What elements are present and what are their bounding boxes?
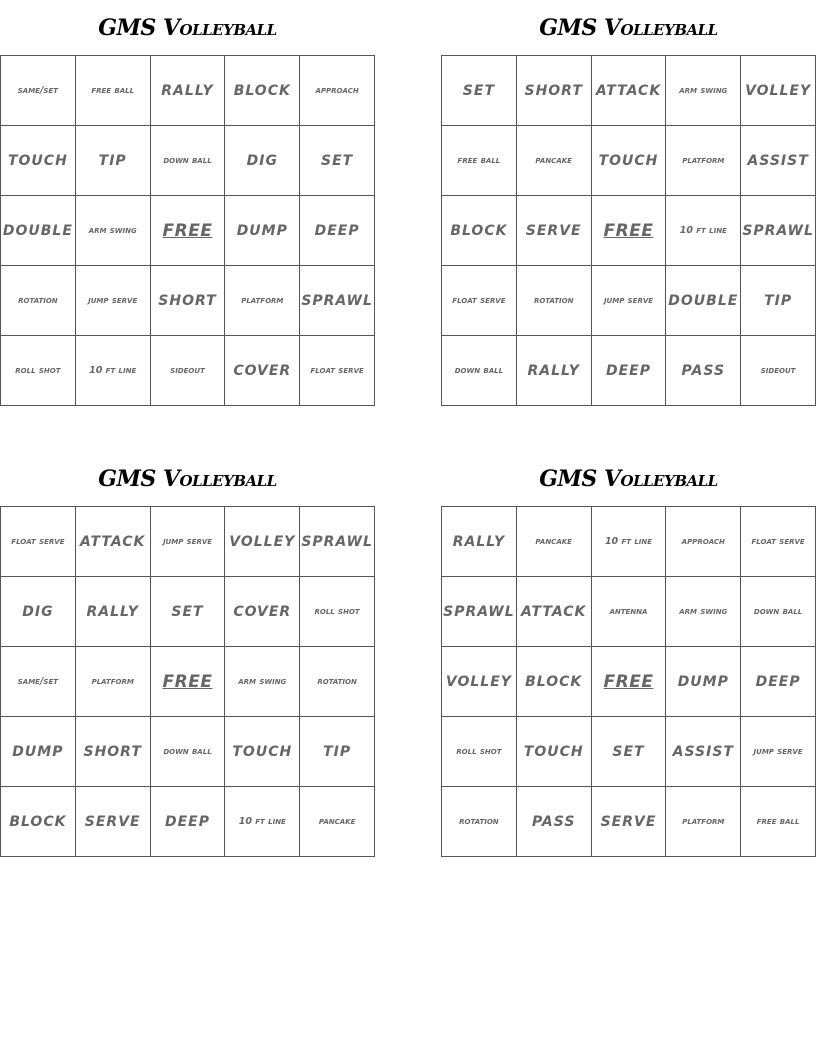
bingo-cell: arm swing (666, 577, 741, 647)
bingo-cell: sideout (150, 336, 225, 406)
bingo-cell: arm swing (225, 647, 300, 717)
bingo-cell: sideout (741, 336, 816, 406)
bingo-cell: SERVE (591, 787, 666, 857)
grid-row (1, 787, 375, 857)
bingo-cell: VOLLEY (225, 507, 300, 577)
bingo-cell: PASS (516, 787, 591, 857)
bingo-cell: DEEP (150, 787, 225, 857)
grid-row (442, 647, 816, 717)
bingo-cell: jump serve (591, 266, 666, 336)
bingo-cell: roll shot (300, 577, 375, 647)
grid-row (1, 266, 375, 336)
bingo-cell: DUMP (1, 717, 76, 787)
grid-row (442, 266, 816, 336)
bingo-cell: arm swing (75, 196, 150, 266)
bingo-cell: DOUBLE (1, 196, 76, 266)
bingo-cell: DUMP (666, 647, 741, 717)
bingo-cell: COVER (225, 577, 300, 647)
grid-row (1, 717, 375, 787)
bingo-cell: roll shot (1, 336, 76, 406)
bingo-cell: antenna (591, 577, 666, 647)
bingo-cell: float serve (1, 507, 76, 577)
grid-row (442, 507, 816, 577)
bingo-cell: platform (666, 787, 741, 857)
bingo-cell: DUMP (225, 196, 300, 266)
bingo-cell: jump serve (150, 507, 225, 577)
free-space-cell: FREE (591, 647, 666, 717)
grid-row (1, 56, 375, 126)
bingo-cell: DEEP (741, 647, 816, 717)
bingo-cell: same/set (1, 647, 76, 717)
bingo-cell: DIG (1, 577, 76, 647)
bingo-cell: float serve (442, 266, 517, 336)
bingo-cell: approach (300, 56, 375, 126)
bingo-cell: arm swing (666, 56, 741, 126)
bingo-cell: roll shot (442, 717, 517, 787)
bingo-cell: SPRAWL (300, 266, 375, 336)
bingo-cell: down ball (150, 717, 225, 787)
bingo-cell: DEEP (591, 336, 666, 406)
bingo-cell: RALLY (442, 507, 517, 577)
grid-row (442, 196, 816, 266)
free-space-cell: FREE (150, 196, 225, 266)
bingo-cell: SET (150, 577, 225, 647)
grid-row (442, 717, 816, 787)
bingo-cell: TIP (741, 266, 816, 336)
bingo-cell: down ball (150, 126, 225, 196)
bingo-cell: BLOCK (516, 647, 591, 717)
bingo-cell: float serve (300, 336, 375, 406)
bingo-cell: BLOCK (1, 787, 76, 857)
bingo-cell: SERVE (516, 196, 591, 266)
bingo-cell: SPRAWL (741, 196, 816, 266)
grid-row (1, 507, 375, 577)
bingo-cell: 10 ft line (225, 787, 300, 857)
bingo-cell: float serve (741, 507, 816, 577)
bingo-grid (441, 506, 816, 857)
grid-row (442, 577, 816, 647)
bingo-cell: down ball (741, 577, 816, 647)
bingo-cell: ATTACK (75, 507, 150, 577)
bingo-cell: platform (225, 266, 300, 336)
bingo-cell: down ball (442, 336, 517, 406)
bingo-card-2 (441, 0, 816, 406)
bingo-cell: PASS (666, 336, 741, 406)
bingo-cell: free ball (75, 56, 150, 126)
bingo-cell: platform (666, 126, 741, 196)
bingo-cell: rotation (1, 266, 76, 336)
bingo-cell: SET (300, 126, 375, 196)
bingo-cell: TOUCH (1, 126, 76, 196)
bingo-cell: RALLY (150, 56, 225, 126)
bingo-cell: SET (442, 56, 517, 126)
grid-row (1, 126, 375, 196)
free-space-cell: FREE (150, 647, 225, 717)
bingo-cell: SHORT (75, 717, 150, 787)
grid-row (1, 196, 375, 266)
card-title: GMS Volleyball (98, 15, 277, 41)
grid-row (1, 577, 375, 647)
bingo-cell: BLOCK (225, 56, 300, 126)
bingo-cell: TIP (75, 126, 150, 196)
bingo-cell: BLOCK (442, 196, 517, 266)
bingo-cell: pancake (516, 507, 591, 577)
bingo-cell: rotation (516, 266, 591, 336)
bingo-cell: DIG (225, 126, 300, 196)
bingo-cell: 10 ft line (75, 336, 150, 406)
bingo-cell: jump serve (741, 717, 816, 787)
bingo-cell: ATTACK (516, 577, 591, 647)
bingo-cell: COVER (225, 336, 300, 406)
bingo-cell: rotation (442, 787, 517, 857)
bingo-cell: SHORT (516, 56, 591, 126)
bingo-cell: rotation (300, 647, 375, 717)
bingo-cell: free ball (442, 126, 517, 196)
bingo-cell: SET (591, 717, 666, 787)
bingo-cell: TOUCH (591, 126, 666, 196)
bingo-cell: ATTACK (591, 56, 666, 126)
bingo-cell: ASSIST (666, 717, 741, 787)
bingo-grid (0, 506, 375, 857)
grid-row (442, 787, 816, 857)
bingo-cell: SHORT (150, 266, 225, 336)
bingo-cell: 10 ft line (666, 196, 741, 266)
bingo-card-4 (441, 451, 816, 857)
grid-row (442, 336, 816, 406)
bingo-cell: pancake (300, 787, 375, 857)
bingo-grid (441, 55, 816, 406)
card-title: GMS Volleyball (539, 466, 718, 492)
card-title: GMS Volleyball (539, 15, 718, 41)
bingo-cell: DOUBLE (666, 266, 741, 336)
bingo-card-1 (0, 0, 375, 406)
card-title: GMS Volleyball (98, 466, 277, 492)
bingo-cell: free ball (741, 787, 816, 857)
bingo-cell: pancake (516, 126, 591, 196)
grid-row (442, 126, 816, 196)
bingo-cell: TOUCH (225, 717, 300, 787)
bingo-grid (0, 55, 375, 406)
bingo-cell: SPRAWL (300, 507, 375, 577)
free-space-cell: FREE (591, 196, 666, 266)
grid-row (1, 336, 375, 406)
bingo-cell: same/set (1, 56, 76, 126)
bingo-cell: approach (666, 507, 741, 577)
bingo-cell: SERVE (75, 787, 150, 857)
bingo-cell: DEEP (300, 196, 375, 266)
bingo-card-3 (0, 451, 375, 857)
bingo-cell: SPRAWL (442, 577, 517, 647)
bingo-cell: VOLLEY (442, 647, 517, 717)
bingo-cell: jump serve (75, 266, 150, 336)
grid-row (442, 56, 816, 126)
bingo-cell: TOUCH (516, 717, 591, 787)
bingo-cell: RALLY (516, 336, 591, 406)
bingo-cell: VOLLEY (741, 56, 816, 126)
bingo-cell: 10 ft line (591, 507, 666, 577)
bingo-cell: RALLY (75, 577, 150, 647)
grid-row (1, 647, 375, 717)
bingo-cell: platform (75, 647, 150, 717)
bingo-cell: TIP (300, 717, 375, 787)
bingo-cell: ASSIST (741, 126, 816, 196)
